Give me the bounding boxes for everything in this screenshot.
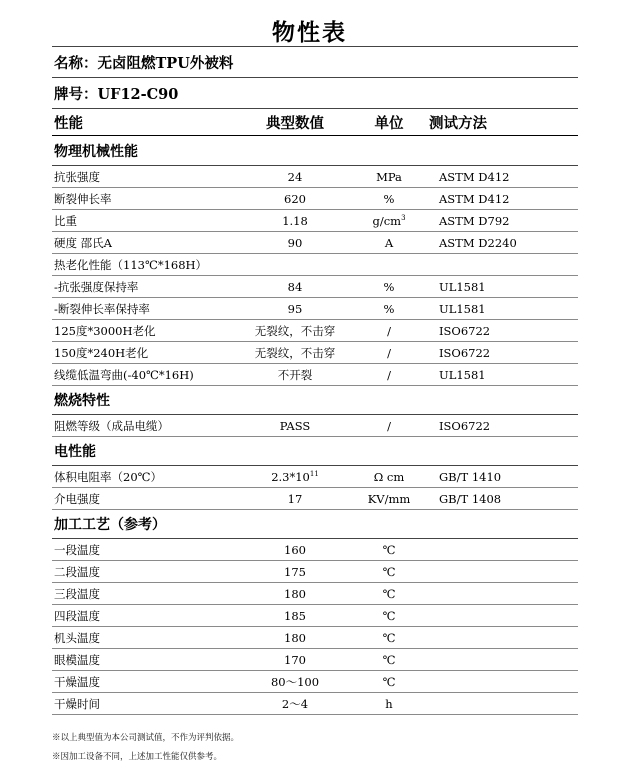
table-row: [52, 671, 578, 693]
cell-unit: [355, 466, 423, 488]
cell-value: [235, 342, 355, 364]
cell-unit-text: ℃: [382, 630, 396, 645]
cell-value-text: 95: [287, 301, 303, 316]
table-row: [52, 488, 578, 510]
cell-property: [52, 561, 235, 583]
cell-unit: [355, 188, 423, 210]
cell-property: [52, 583, 235, 605]
cell-value: [235, 320, 355, 342]
cell-method-text: UL1581: [439, 301, 486, 316]
cell-value-text: 24: [287, 169, 303, 184]
cell-method-text: UL1581: [439, 279, 486, 294]
table-row: [52, 605, 578, 627]
cell-method: [423, 627, 578, 649]
property-table: [52, 47, 578, 715]
section-header: [52, 386, 578, 415]
cell-value: [235, 415, 355, 437]
table-row: [52, 298, 578, 320]
cell-property: [52, 605, 235, 627]
cell-method-text: UL1581: [439, 367, 486, 382]
cell-unit-text: ℃: [382, 608, 396, 623]
cell-unit: [355, 254, 423, 276]
cell-value-text: 17: [287, 491, 303, 506]
table-row: [52, 320, 578, 342]
cell-property-text: 线缆低温弯曲(-40℃*16H): [54, 367, 194, 382]
cell-property-text: 一段温度: [54, 542, 100, 557]
section-title: 物理机械性能: [52, 136, 578, 166]
cell-unit-text: ℃: [382, 674, 396, 689]
cell-method: [423, 488, 578, 510]
cell-unit-text: /: [387, 418, 391, 433]
cell-value: [235, 583, 355, 605]
section-title: 电性能: [52, 437, 578, 466]
cell-method-text: GB/T 1408: [439, 491, 502, 506]
cell-method-text: ASTM D412: [439, 191, 510, 206]
cell-property: [52, 466, 235, 488]
cell-value-text: 180: [284, 586, 306, 601]
cell-method: [423, 539, 578, 561]
cell-method: [423, 210, 578, 232]
cell-method: [423, 583, 578, 605]
table-row: [52, 627, 578, 649]
cell-value-text: 1.18: [282, 213, 308, 228]
product-grade: 牌号：UF12-C90: [52, 78, 578, 109]
cell-value-text: 160: [284, 542, 306, 557]
cell-value-text: 175: [284, 564, 306, 579]
cell-method: [423, 320, 578, 342]
cell-unit: [355, 693, 423, 715]
header-unit: 单位: [355, 109, 423, 136]
table-row: [52, 693, 578, 715]
table-row: [52, 583, 578, 605]
cell-property-text: 机头温度: [54, 630, 100, 645]
cell-property: [52, 188, 235, 210]
cell-value: [235, 627, 355, 649]
footnote-1: ※以上典型值为本公司测试值，不作为评判依据。: [52, 733, 240, 743]
table-row: [52, 539, 578, 561]
cell-property: [52, 671, 235, 693]
cell-method-text: ASTM D792: [439, 213, 510, 228]
cell-unit: [355, 605, 423, 627]
cell-property-text: 四段温度: [54, 608, 100, 623]
cell-property: [52, 210, 235, 232]
cell-property: [52, 693, 235, 715]
cell-property: [52, 342, 235, 364]
cell-property-text: 150度*240H老化: [54, 345, 149, 360]
cell-method: [423, 254, 578, 276]
cell-value: [235, 649, 355, 671]
cell-property-text: -断裂伸长率保持率: [54, 301, 150, 316]
cell-method: [423, 466, 578, 488]
cell-property-text: 抗张强度: [54, 169, 100, 184]
cell-property: [52, 298, 235, 320]
cell-unit-text: h: [385, 696, 393, 711]
table-row: [52, 466, 578, 488]
cell-property: [52, 539, 235, 561]
footnote-2: ※因加工设备不同，上述加工性能仅供参考。: [52, 752, 223, 762]
product-name: 名称：无卤阻燃TPU外被料: [52, 47, 578, 78]
cell-unit-superscript: 3: [401, 213, 406, 222]
cell-property-text: 硬度 邵氏A: [54, 235, 112, 250]
cell-value-text: 2～4: [281, 696, 309, 711]
cell-value: [235, 561, 355, 583]
cell-unit: [355, 627, 423, 649]
section-title: 燃烧特性: [52, 386, 578, 415]
cell-method: [423, 649, 578, 671]
cell-property-text: 体积电阻率（20℃）: [54, 469, 162, 484]
cell-property: [52, 488, 235, 510]
table-row: [52, 210, 578, 232]
table-row: [52, 188, 578, 210]
section-header: [52, 510, 578, 539]
cell-value: [235, 488, 355, 510]
cell-property-text: 阻燃等级（成品电缆）: [54, 418, 169, 433]
cell-property-text: 断裂伸长率: [54, 191, 112, 206]
header-method: 测试方法: [423, 109, 578, 136]
cell-unit-text: KV/mm: [367, 491, 411, 506]
cell-method: [423, 232, 578, 254]
cell-value: [235, 254, 355, 276]
cell-value-text: 80～100: [270, 674, 320, 689]
cell-method: [423, 298, 578, 320]
cell-property-text: 三段温度: [54, 586, 100, 601]
section-title: 加工工艺（参考）: [52, 510, 578, 539]
cell-unit: [355, 210, 423, 232]
cell-method: [423, 415, 578, 437]
cell-unit: [355, 364, 423, 386]
cell-unit-text: %: [383, 301, 395, 316]
cell-method: [423, 561, 578, 583]
cell-value: [235, 232, 355, 254]
cell-unit-text: ℃: [382, 564, 396, 579]
cell-value-text: 170: [284, 652, 306, 667]
cell-value-text: 84: [287, 279, 303, 294]
cell-property: [52, 364, 235, 386]
table-row: [52, 415, 578, 437]
cell-value-text: 不开裂: [277, 367, 313, 382]
cell-unit: [355, 583, 423, 605]
cell-value: [235, 166, 355, 188]
cell-method-text: ISO6722: [439, 323, 491, 338]
cell-unit-text: /: [387, 323, 391, 338]
table-row: [52, 649, 578, 671]
cell-unit-text: A: [384, 235, 394, 250]
cell-value-text: 2.3*10: [271, 469, 310, 484]
header-property: 性能: [52, 109, 235, 136]
cell-property-text: 眼模温度: [54, 652, 100, 667]
cell-property-text: 比重: [54, 213, 77, 228]
cell-method-text: GB/T 1410: [439, 469, 502, 484]
cell-method-text: ISO6722: [439, 345, 491, 360]
cell-unit-text: /: [387, 345, 391, 360]
cell-unit: [355, 415, 423, 437]
cell-unit-text: Ω cm: [373, 469, 405, 484]
cell-unit-text: %: [383, 279, 395, 294]
cell-value-text: 180: [284, 630, 306, 645]
cell-method: [423, 188, 578, 210]
cell-method: [423, 342, 578, 364]
cell-property-text: 125度*3000H老化: [54, 323, 156, 338]
cell-property: [52, 166, 235, 188]
cell-property: [52, 627, 235, 649]
table-row: [52, 561, 578, 583]
cell-value: [235, 298, 355, 320]
cell-unit: [355, 671, 423, 693]
cell-value: [235, 276, 355, 298]
cell-property-text: 介电强度: [54, 491, 100, 506]
cell-value-text: 620: [284, 191, 306, 206]
table-row: [52, 342, 578, 364]
cell-property-text: 干燥时间: [54, 696, 100, 711]
table-row: [52, 166, 578, 188]
section-header: [52, 437, 578, 466]
product-name-row: [52, 47, 578, 78]
cell-unit: [355, 320, 423, 342]
table-row: [52, 254, 578, 276]
cell-method: [423, 693, 578, 715]
cell-unit: [355, 166, 423, 188]
cell-unit-text: MPa: [376, 169, 402, 184]
cell-property-text: -抗张强度保持率: [54, 279, 139, 294]
cell-method-text: ISO6722: [439, 418, 491, 433]
cell-value-text: 185: [284, 608, 306, 623]
cell-property: [52, 649, 235, 671]
page-title: 物性表: [272, 19, 347, 46]
cell-unit: [355, 561, 423, 583]
cell-value-superscript: 11: [309, 469, 319, 478]
cell-method-text: ASTM D2240: [439, 235, 517, 250]
cell-unit: [355, 539, 423, 561]
cell-unit-text: ℃: [382, 652, 396, 667]
cell-value-text: 无裂纹，不击穿: [254, 345, 336, 360]
cell-property: [52, 276, 235, 298]
cell-value: [235, 539, 355, 561]
cell-property: [52, 320, 235, 342]
cell-value: [235, 605, 355, 627]
cell-value: [235, 671, 355, 693]
cell-unit-text: /: [387, 367, 391, 382]
cell-unit: [355, 342, 423, 364]
section-header: [52, 136, 578, 166]
cell-property-text: 二段温度: [54, 564, 100, 579]
cell-value-text: PASS: [279, 418, 311, 433]
table-row: [52, 232, 578, 254]
cell-method: [423, 276, 578, 298]
cell-unit: [355, 488, 423, 510]
cell-property-text: 干燥温度: [54, 674, 100, 689]
cell-method: [423, 605, 578, 627]
cell-unit: [355, 298, 423, 320]
cell-unit-text: g/cm: [372, 213, 402, 228]
cell-value: [235, 210, 355, 232]
cell-property: [52, 415, 235, 437]
cell-unit-text: ℃: [382, 586, 396, 601]
cell-property-text: 热老化性能（113℃*168H）: [54, 257, 208, 272]
cell-value: [235, 466, 355, 488]
cell-value: [235, 693, 355, 715]
cell-property: [52, 254, 235, 276]
cell-value: [235, 364, 355, 386]
cell-value-text: 无裂纹，不击穿: [254, 323, 336, 338]
cell-unit: [355, 649, 423, 671]
header-value: 典型数值: [235, 109, 355, 136]
cell-unit-text: ℃: [382, 542, 396, 557]
header-row: [52, 109, 578, 136]
cell-method-text: ASTM D412: [439, 169, 510, 184]
cell-method: [423, 166, 578, 188]
grade-row: [52, 78, 578, 109]
cell-value-text: 90: [287, 235, 303, 250]
cell-property: [52, 232, 235, 254]
cell-unit: [355, 232, 423, 254]
table-row: [52, 276, 578, 298]
cell-method: [423, 671, 578, 693]
cell-unit-text: %: [383, 191, 395, 206]
cell-unit: [355, 276, 423, 298]
table-row: [52, 364, 578, 386]
cell-value: [235, 188, 355, 210]
cell-method: [423, 364, 578, 386]
